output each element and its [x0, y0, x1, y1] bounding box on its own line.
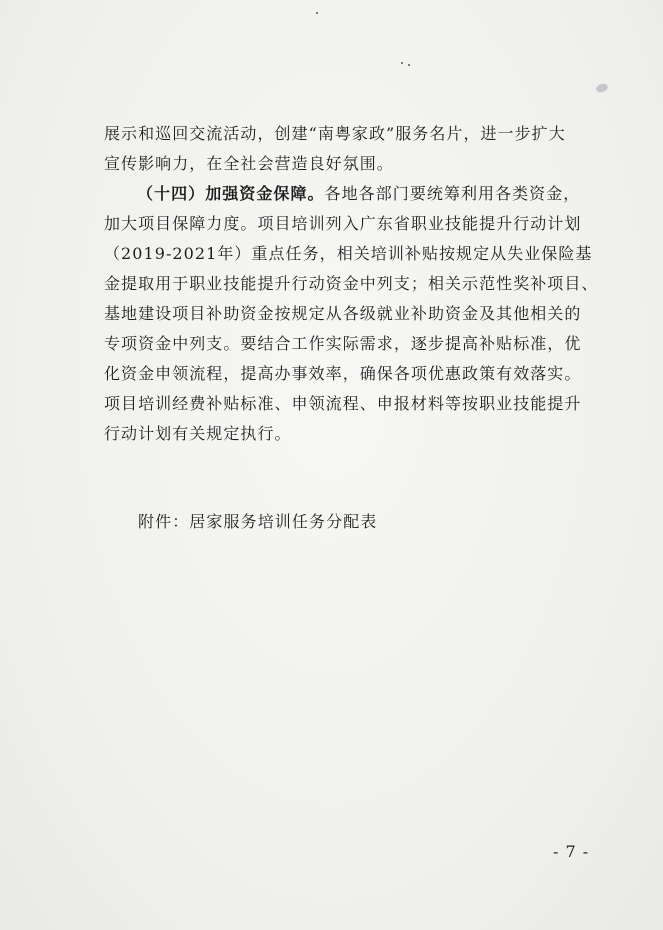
- section-paragraph-start: [137, 184, 597, 204]
- body-text-line: 化资金申领流程，提高办事效率，确保各项优惠政策有效落实。: [104, 364, 582, 383]
- body-text-line: 行动计划有关规定执行。: [104, 424, 292, 443]
- body-text-line: 金提取用于职业技能提升行动资金中列支；相关示范性奖补项目、: [104, 274, 599, 293]
- section-heading: （十四）加强资金保障。: [137, 184, 325, 203]
- body-text-line: 基地建设项目补助资金按规定从各级就业补助资金及其他相关的: [104, 304, 582, 323]
- scan-speck: [408, 64, 410, 66]
- scan-speck: [316, 12, 318, 14]
- page-number: - 7 -: [553, 842, 590, 861]
- body-text-line: 专项资金中列支。要结合工作实际需求，逐步提高补贴标准，优: [104, 334, 582, 353]
- body-text-line: 宣传影响力，在全社会营造良好氛围。: [104, 154, 394, 173]
- attachment-note: 附件：居家服务培训任务分配表: [138, 512, 378, 531]
- scan-speck: [401, 62, 403, 64]
- scan-smudge: [595, 82, 609, 94]
- body-text-line: 项目培训经费补贴标准、申领流程、申报材料等按职业技能提升: [104, 394, 582, 413]
- body-text-line: 加大项目保障力度。项目培训列入广东省职业技能提升行动计划: [104, 214, 582, 233]
- body-text-line: 展示和巡回交流活动，创建“南粤家政”服务名片，进一步扩大: [104, 124, 566, 143]
- body-text-line: （2019-2021年）重点任务，相关培训补贴按规定从失业保险基: [104, 244, 593, 263]
- section-lead-text: 各地各部门要统筹利用各类资金，: [324, 184, 581, 203]
